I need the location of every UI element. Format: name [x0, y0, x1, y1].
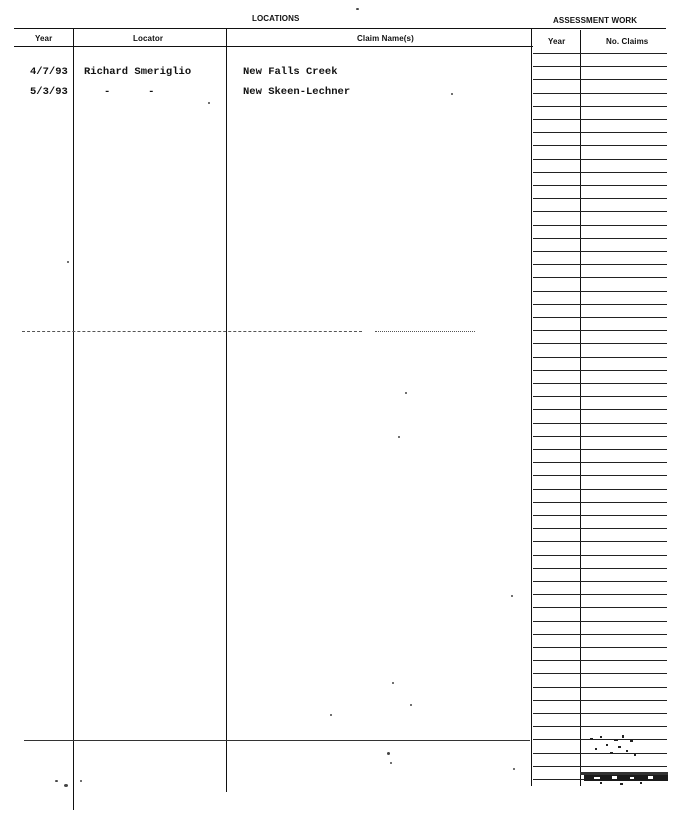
- assessment-row-rule: [533, 568, 667, 569]
- assessment-row-rule: [533, 53, 667, 54]
- assessment-row-rule: [533, 238, 667, 239]
- assessment-row-rule: [533, 594, 667, 595]
- assessment-row-rule: [533, 621, 667, 622]
- scan-speck: [410, 704, 412, 706]
- scan-speck: [55, 780, 58, 782]
- assessment-row-rule: [533, 528, 667, 529]
- scan-speck: [392, 682, 394, 684]
- header-bottom-rule: [14, 46, 533, 47]
- assessment-row-rule: [533, 145, 667, 146]
- assessment-row-rule: [533, 541, 667, 542]
- assessment-row-rule: [533, 713, 667, 714]
- assessment-row-rule: [533, 660, 667, 661]
- assessment-row-rule: [533, 409, 667, 410]
- assessment-row-rule: [533, 159, 667, 160]
- assessment-row-rule: [533, 489, 667, 490]
- assessment-row-rule: [533, 317, 667, 318]
- no-claims-column-header: No. Claims: [606, 37, 649, 46]
- assessment-row-rule: [533, 634, 667, 635]
- assessment-row-rule: [533, 132, 667, 133]
- locator-claim-divider: [226, 28, 227, 792]
- scan-speck: [64, 784, 68, 787]
- scan-speck: [208, 102, 210, 104]
- scan-artifact-line: [22, 331, 362, 332]
- assessment-row-rule: [533, 449, 667, 450]
- assessment-row-rule: [533, 330, 667, 331]
- scan-speck: [513, 768, 515, 770]
- assessment-row-rule: [533, 251, 667, 252]
- assessment-row-rule: [533, 383, 667, 384]
- assessment-row-rule: [533, 264, 667, 265]
- assessment-row-rule: [533, 370, 667, 371]
- scan-speck: [330, 714, 332, 716]
- assessment-row-rule: [533, 343, 667, 344]
- assessment-row-rule: [533, 436, 667, 437]
- assessment-row-rule: [533, 647, 667, 648]
- assessment-row-rule: [533, 277, 667, 278]
- year-column-header: Year: [35, 34, 53, 43]
- assessment-row-rule: [533, 607, 667, 608]
- assessment-row-rule: [533, 106, 667, 107]
- entry-locator: - -: [104, 86, 155, 98]
- scan-artifact-line: [375, 331, 475, 332]
- assessment-row-rule: [533, 396, 667, 397]
- entry-year: 5/3/93: [30, 86, 68, 98]
- assessment-row-rule: [533, 581, 667, 582]
- scan-speck: [451, 93, 453, 95]
- assessment-row-rule: [533, 119, 667, 120]
- assessment-row-rule: [533, 423, 667, 424]
- assessment-row-rule: [533, 185, 667, 186]
- scan-speck: [356, 8, 359, 10]
- assessment-year-column-header: Year: [548, 37, 566, 46]
- assessment-row-rule: [533, 687, 667, 688]
- scan-speck: [398, 436, 400, 438]
- entry-locator: Richard Smeriglio: [84, 66, 192, 78]
- assessment-row-rule: [533, 225, 667, 226]
- assessment-row-rule: [533, 700, 667, 701]
- scan-noise-corner: [570, 730, 670, 790]
- assessment-row-rule: [533, 515, 667, 516]
- claim-names-column-header: Claim Name(s): [357, 34, 414, 43]
- assessment-row-rule: [533, 673, 667, 674]
- locator-column-header: Locator: [133, 34, 164, 43]
- scan-speck: [80, 780, 82, 782]
- year-locator-divider: [73, 28, 74, 810]
- assessment-row-rule: [533, 475, 667, 476]
- assessment-row-rule: [533, 304, 667, 305]
- entry-claim-name: New Skeen-Lechner: [243, 86, 351, 98]
- scan-speck: [67, 261, 69, 263]
- scan-speck: [390, 762, 392, 764]
- assessment-row-rule: [533, 357, 667, 358]
- assessment-row-rule: [533, 555, 667, 556]
- scan-speck: [387, 752, 390, 755]
- entry-claim-name: New Falls Creek: [243, 66, 338, 78]
- assessment-work-header: ASSESSMENT WORK: [553, 16, 638, 25]
- locations-header: LOCATIONS: [252, 14, 300, 23]
- claim-assessment-divider: [531, 28, 532, 786]
- assessment-row-rule: [533, 198, 667, 199]
- assessment-row-rule: [533, 211, 667, 212]
- top-rule: [14, 28, 666, 29]
- scan-speck: [511, 595, 513, 597]
- assessment-row-rule: [533, 66, 667, 67]
- assessment-row-rule: [533, 462, 667, 463]
- assessment-row-rule: [533, 502, 667, 503]
- assessment-row-rule: [533, 93, 667, 94]
- assessment-row-rule: [533, 726, 667, 727]
- scan-speck: [405, 392, 407, 394]
- entry-year: 4/7/93: [30, 66, 68, 78]
- assessment-row-rule: [533, 172, 667, 173]
- assessment-row-rule: [533, 291, 667, 292]
- assessment-row-rule: [533, 79, 667, 80]
- scan-artifact-line: [24, 740, 530, 741]
